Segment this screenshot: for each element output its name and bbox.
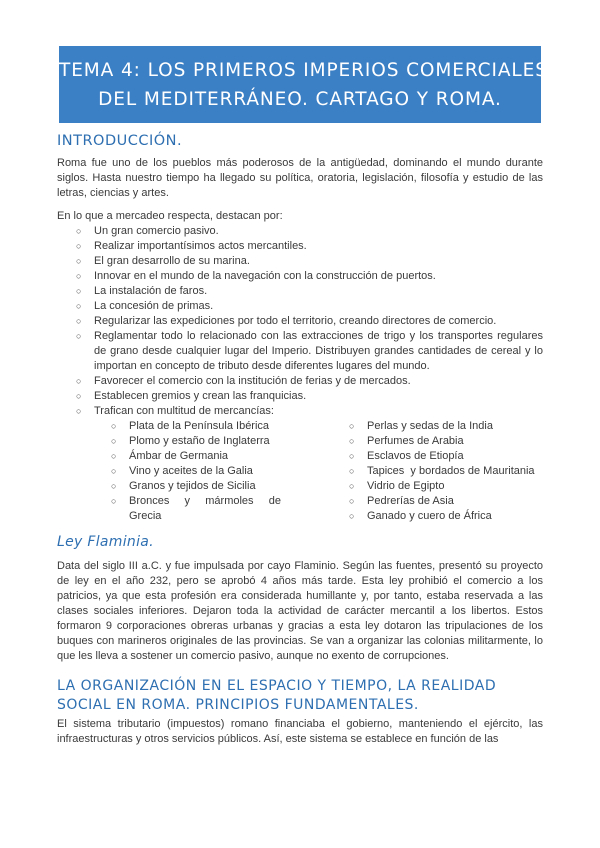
bullet-icon: ○ <box>349 451 355 461</box>
list-item-text: Innovar en el mundo de la navegación con la construcción de puertos. <box>94 270 436 282</box>
title-line-1: TEMA 4: LOS PRIMEROS IMPERIOS COMERCIALES <box>59 60 548 81</box>
intro-lead-paragraph: En lo que a mercadeo respecta, destacan por: <box>57 210 283 222</box>
ley-flaminia-paragraph: Data del siglo III a.C. y fue impulsada por cayo Flaminio. Según las fuentes, presentó su proyecto de ley en el año 232, pero se aprobó 4 años más tarde. Esta ley prohibió el comercio a los patricios, ya que esta profesión era considerada humillante y, por tanto, estaba reservada a las clases sociales inferiores. Dejaron toda la actividad de carácter mercantil a los libertos. Estos formaron 9 corporaciones obreras urbanas y gracias a esta ley dotaron las tripulaciones de los buques con marineros originales de las provincias. Se van a organizar las colonias militarmente, lo que les lleva a sostener un comercio pasivo, aunque no exento de corrupciones. <box>57 560 543 662</box>
bullet-icon: ○ <box>111 481 117 491</box>
list-item <box>57 269 543 284</box>
goods-item <box>94 464 281 479</box>
bullet-icon: ○ <box>111 496 117 506</box>
section-heading-organizacion: LA ORGANIZACIÓN EN EL ESPACIO Y TIEMPO, LA REALIDAD SOCIAL EN ROMA. PRINCIPIOS FUNDAMENTALES. <box>57 678 497 713</box>
bullet-icon: ○ <box>349 421 355 431</box>
list-item <box>57 314 543 329</box>
goods-item-text: Bronces y mármoles de <box>129 495 281 507</box>
bullet-icon: ○ <box>111 436 117 446</box>
title-line-2: DEL MEDITERRÁNEO. CARTAGO Y ROMA. <box>98 89 502 110</box>
bullet-icon: ○ <box>111 451 117 461</box>
list-item <box>57 224 543 239</box>
goods-list-right <box>332 419 542 524</box>
list-item-text: Un gran comercio pasivo. <box>94 225 219 237</box>
list-item <box>57 329 543 374</box>
merchant-achievements-list <box>57 224 543 527</box>
goods-item <box>332 419 542 434</box>
list-item <box>57 389 543 404</box>
goods-item-text: Tapices y bordados de Mauritania <box>367 465 535 477</box>
goods-item <box>94 449 281 464</box>
title-banner <box>59 46 548 123</box>
goods-columns <box>94 419 543 527</box>
list-item <box>57 404 543 527</box>
goods-item-text-continued: Grecia <box>129 510 162 522</box>
goods-list-left <box>94 419 281 524</box>
list-item-text: Establecen gremios y crean las franquicias. <box>94 390 307 402</box>
goods-item-text: Esclavos de Etiopía <box>367 450 464 462</box>
list-item <box>57 374 543 389</box>
bullet-icon: ○ <box>76 241 82 251</box>
bullet-icon: ○ <box>76 226 82 236</box>
bullet-icon: ○ <box>76 406 82 416</box>
goods-item-text: Perfumes de Arabia <box>367 435 464 447</box>
bullet-icon: ○ <box>76 301 82 311</box>
goods-item-text: Plata de la Península Ibérica <box>129 420 270 432</box>
list-item <box>57 239 543 254</box>
goods-item <box>332 434 542 449</box>
list-item <box>57 284 543 299</box>
bullet-icon: ○ <box>76 391 82 401</box>
list-item-text: El gran desarrollo de su marina. <box>94 255 250 267</box>
list-item <box>57 299 543 314</box>
goods-item <box>94 494 281 524</box>
list-item-text: Realizar importantísimos actos mercantiles. <box>94 240 307 252</box>
section-heading-ley-flaminia: Ley Flaminia. <box>57 534 154 550</box>
goods-item-text: Granos y tejidos de Sicilia <box>129 480 256 492</box>
goods-item <box>94 479 281 494</box>
bullet-icon: ○ <box>76 331 82 341</box>
goods-item-text: Ganado y cuero de África <box>367 510 492 522</box>
bullet-icon: ○ <box>349 436 355 446</box>
bullet-icon: ○ <box>76 376 82 386</box>
list-item-text: Reglamentar todo lo relacionado con las extracciones de trigo y los transportes regulares de grano desde cualquier lugar del Imperio. Distribuyen grandes cantidades de cereal y lo importan en concepto de tributo desde diferentes lugares del mundo. <box>94 330 543 372</box>
goods-item <box>332 509 542 524</box>
goods-item <box>332 479 542 494</box>
bullet-icon: ○ <box>349 481 355 491</box>
bullet-icon: ○ <box>76 256 82 266</box>
goods-item <box>94 434 281 449</box>
organizacion-paragraph: El sistema tributario (impuestos) romano financiaba el gobierno, manteniendo el ejército, las infraestructuras y otros servicios públicos. Así, este sistema se establece en función de las <box>57 718 543 745</box>
list-item <box>57 254 543 269</box>
section-heading-introduccion: INTRODUCCIÓN. <box>57 133 183 149</box>
bullet-icon: ○ <box>76 316 82 326</box>
goods-item-text: Vidrio de Egipto <box>367 480 445 492</box>
list-item-text: La concesión de primas. <box>94 300 214 312</box>
goods-item-text: Perlas y sedas de la India <box>367 420 493 432</box>
bullet-icon: ○ <box>76 286 82 296</box>
list-item-text: Favorecer el comercio con la institución de ferias y de mercados. <box>94 375 411 387</box>
bullet-icon: ○ <box>349 466 355 476</box>
bullet-icon: ○ <box>349 496 355 506</box>
list-item-text: Regularizar las expediciones por todo el territorio, creando directores de comercio. <box>94 315 497 327</box>
goods-item-text: Ámbar de Germania <box>129 450 229 462</box>
goods-item <box>332 464 542 479</box>
bullet-icon: ○ <box>76 271 82 281</box>
goods-item <box>94 419 281 434</box>
bullet-icon: ○ <box>349 511 355 521</box>
goods-item-text: Pedrerías de Asia <box>367 495 454 507</box>
list-item-text: Trafican con multitud de mercancías: <box>94 405 274 417</box>
goods-item-text: Plomo y estaño de Inglaterra <box>129 435 270 447</box>
list-item-text: La instalación de faros. <box>94 285 208 297</box>
goods-item <box>332 494 542 509</box>
intro-paragraph: Roma fue uno de los pueblos más poderosos de la antigüedad, dominando el mundo durante siglos. Hasta nuestro tiempo ha llegado su política, oratoria, legislación, filosofía y estudio de las letras, ciencias y artes. <box>57 157 543 199</box>
bullet-icon: ○ <box>111 421 117 431</box>
bullet-icon: ○ <box>111 466 117 476</box>
goods-item-text: Vino y aceites de la Galia <box>129 465 253 477</box>
goods-item <box>332 449 542 464</box>
